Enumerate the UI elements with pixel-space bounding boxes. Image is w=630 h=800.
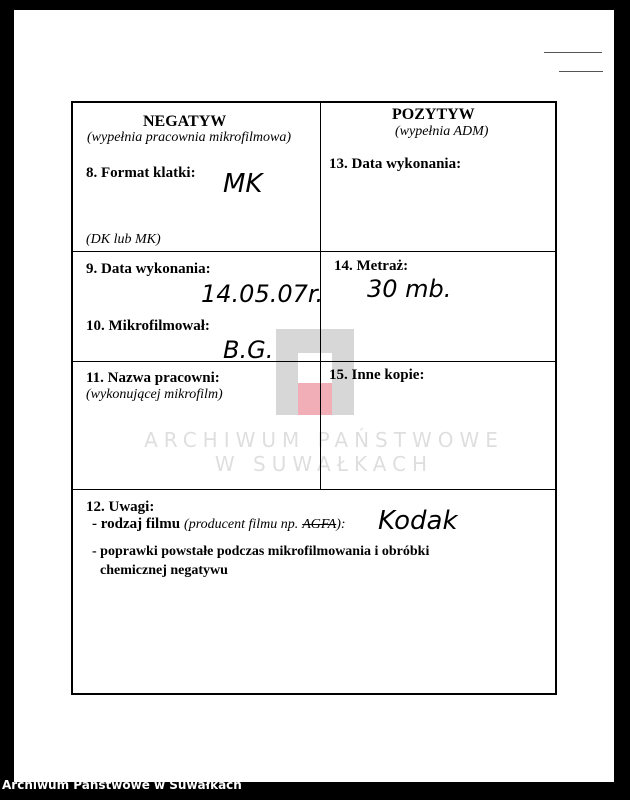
field-8-value: MK — [223, 169, 263, 199]
negatyw-title: NEGATYW — [143, 113, 227, 130]
uwagi-item-2-line-2: chemicznej negatywu — [100, 563, 228, 578]
field-11-hint: (wykonującej mikrofilm) — [86, 387, 223, 402]
uwagi-item-1-value: Kodak — [378, 506, 458, 536]
field-10-label: 10. Mikrofilmował: — [86, 318, 210, 334]
field-8-label: 8. Format klatki: — [86, 165, 196, 181]
watermark-line-1: ARCHIWUM PAŃSTWOWE — [144, 428, 504, 452]
microfilm-form — [71, 101, 557, 695]
field-9-value: 14.05.07r. — [201, 280, 324, 308]
uwagi-item-1-struck: AGFA — [302, 517, 337, 532]
field-15-label: 15. Inne kopie: — [329, 367, 425, 383]
uwagi-item-1 — [92, 515, 346, 533]
row-divider-1 — [73, 251, 555, 252]
negatyw-subtitle: (wypełnia pracownia mikrofilmowa) — [87, 130, 292, 145]
field-10-value: B.G. — [223, 336, 274, 364]
pozytyw-subtitle: (wypełnia ADM) — [395, 124, 489, 139]
uwagi-item-1-hint: (producent filmu np. — [184, 517, 299, 532]
field-8-hint: (DK lub MK) — [86, 232, 161, 247]
field-11-label: 11. Nazwa pracowni: — [86, 370, 220, 386]
footer-caption: Archiwum Państwowe w Suwałkach — [2, 778, 242, 792]
field-14-label: 14. Metraż: — [334, 258, 409, 274]
field-9-label: 9. Data wykonania: — [86, 261, 211, 277]
row-divider-2 — [73, 361, 555, 362]
field-12-label: 12. Uwagi: — [86, 499, 155, 515]
row-divider-3 — [73, 489, 555, 490]
field-13-label: 13. Data wykonania: — [329, 156, 462, 172]
document-sheet — [14, 10, 614, 782]
uwagi-item-1-hint-end: ): — [336, 517, 346, 532]
pozytyw-title: POZYTYW — [392, 106, 475, 123]
uwagi-item-2-line-1: - poprawki powstałe podczas mikrofilmowania i obróbki — [92, 544, 430, 559]
uwagi-item-1-prefix: - rodzaj filmu — [92, 516, 181, 532]
watermark-line-2: W SUWAŁKACH — [214, 452, 434, 476]
field-14-value: 30 mb. — [367, 275, 452, 303]
